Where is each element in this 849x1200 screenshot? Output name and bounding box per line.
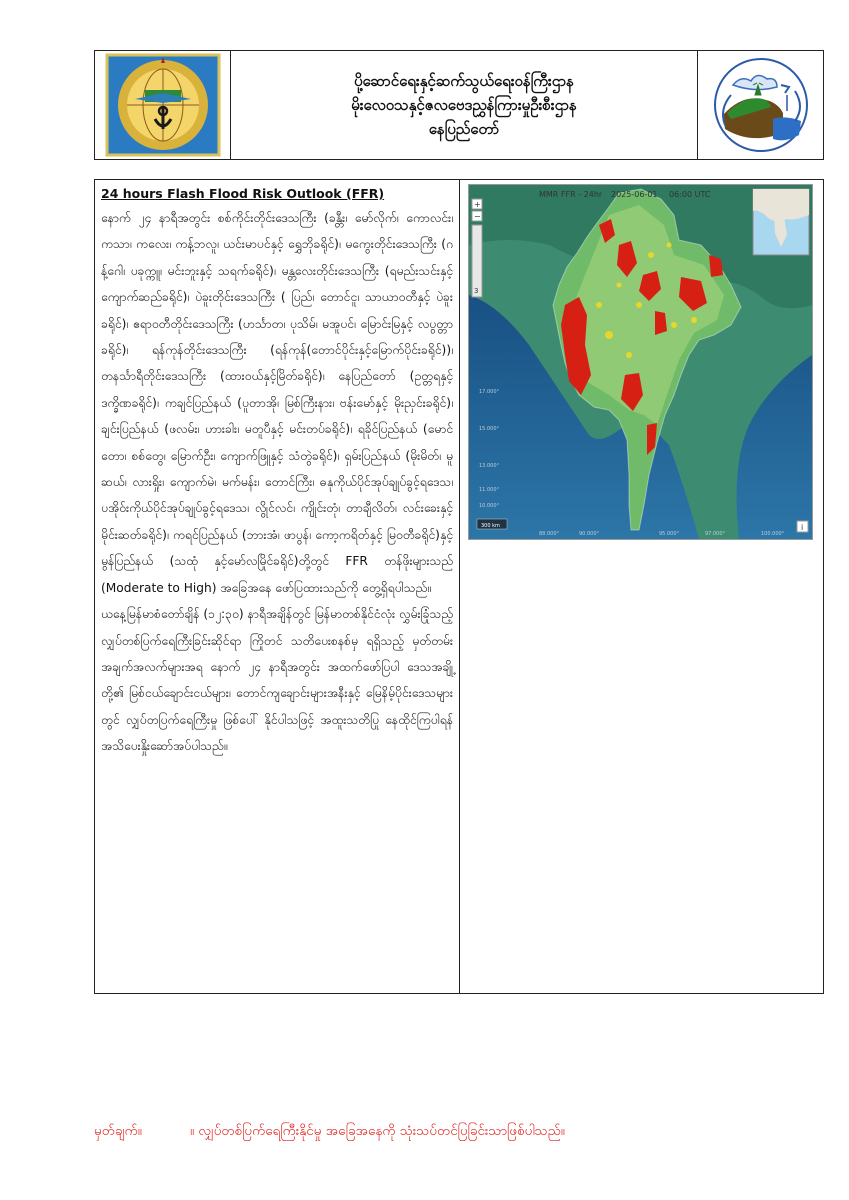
scale-label: 300 km (481, 523, 500, 529)
department-title (231, 51, 697, 159)
lat-label: 15.000° (479, 426, 499, 432)
map-date: 2025-06-01 (611, 190, 658, 199)
lon-label: 100.000° (761, 531, 785, 537)
report-body (94, 179, 824, 994)
lon-label: 97.000° (705, 531, 725, 537)
zoom-out-label: − (474, 212, 481, 221)
report-heading: 24 hours Flash Flood Risk Outlook (FFR) (101, 186, 385, 201)
map-column (460, 180, 823, 993)
lon-label: 95.000° (659, 531, 679, 537)
zoom-in-label: + (474, 200, 481, 209)
footer-label: မှတ်ချက်။ (94, 1123, 142, 1139)
ministry-emblem-icon (105, 53, 221, 157)
lat-label: 11.000° (479, 487, 499, 493)
footer-note (94, 1122, 834, 1142)
title-line-ministry: ပို့ဆောင်ရေးနှင့်ဆက်သွယ်ရေးဝန်ကြီးဌာန (354, 72, 574, 90)
footer-text: ။ လျှပ်တစ်ပြက်ရေကြီးနိုင်မှု အခြေအနေကို သုံးသပ်တင်ပြခြင်းသာဖြစ်ပါသည်။ (190, 1123, 565, 1139)
ffr-map[interactable] (468, 184, 813, 540)
title-line-location: နေပြည်တော် (428, 120, 500, 138)
lon-label: 88.000° (539, 531, 559, 537)
report-text-column (95, 180, 460, 993)
ministry-logo-cell (95, 51, 231, 159)
lon-label: 90.000° (579, 531, 599, 537)
map-caption: MMR FFR - 24hr (539, 190, 603, 199)
title-line-department: မိုးလေဝသနှင့်ဇလဗေဒညွှန်ကြားမှုဦးစီးဌာန (351, 96, 577, 114)
info-icon: i (801, 523, 804, 532)
dmh-logo-cell (697, 51, 823, 159)
warning-paragraph: ယနေ့မြန်မာစံတော်ချိန် (၁၂:၃၀) နာရီအချိန်တွင် မြန်မာတစ်နိုင်ငံလုံး လွှမ်းခြုံသည့် လျှပ်တစ်ပြက်ရေကြီးခြင်းဆိုင်ရာ ကြိုတင် သတိပေးစနစ်မှ ရရှိသည့် မှတ်တမ်းအချက်အလက်များအရ နောက် ၂၄ နာရီအတွင်း အထက်ဖော်ပြပါ ဒေသအချို့တို့၏ မြစ်ငယ်ချောင်းငယ်များ၊ တောင်ကျချောင်းများအနီးနှင့် မြေနိမ့်ပိုင်းဒေသများတွင် လျှပ်တပြက်ရေကြီးမှု ဖြစ်ပေါ် နိုင်ပါသဖြင့် အထူးသတိပြု နေထိုင်ကြပါရန် အသိပေးနှိုးဆော်အပ်ပါသည်။ (101, 607, 453, 754)
lat-label: 13.000° (479, 463, 499, 469)
hydrology-cycle-logo-icon (711, 55, 811, 155)
lat-label: 17.000° (479, 389, 499, 395)
forecast-districts-paragraph: နောက် ၂၄ နာရီအတွင်း စစ်ကိုင်းတိုင်းဒေသကြီး (ခန္တီး၊ မော်လိုက်၊ ကောလင်း၊ ကသာ၊ ကလေး၊ ကန့်ဘလူ၊ ယင်းမာပင်နှင့် ရွှေဘိုခရိုင်)၊ မကွေးတိုင်းဒေသကြီး (ဂန့်ဂေါ၊ ပခုက္ကူ၊ မင်းဘူးနှင့် သရက်ခရိုင်)၊ မန္တလေးတိုင်းဒေသကြီး (ရမည်းသင်းနှင့် ကျောက်ဆည်ခရိုင်)၊ ပဲခူးတိုင်းဒေသကြီး ( ပြည်၊ တောင်ငူ၊ သာယာဝတီနှင့် ပဲခူးခရိုင်)၊ ဧရာဝတီတိုင်းဒေသကြီး (ဟင်္သာတ၊ ပုသိမ်၊ မအူပင်၊ မြောင်းမြနှင့် လပွတ္တာခရိုင်)၊ ရန်ကုန်တိုင်းဒေသကြီး (ရန်ကုန်(တောင်ပိုင်းနှင့်မြောက်ပိုင်းခရိုင်))၊ တနင်္သာရီတိုင်းဒေသကြီး (ထားဝယ်နှင့်မြိတ်ခရိုင်)၊ နေပြည်တော် (ဥတ္တရနှင့် ဒက္ခိဏခရိုင်)၊ ကချင်ပြည်နယ် (ပူတာအို၊ မြစ်ကြီးနား၊ ဗန်းမော်နှင့် မိုးညှင်းခရိုင်)၊ ချင်းပြည်နယ် (ဖလမ်း၊ ဟားခါး၊ မတူပီနှင့် မင်းတပ်ခရိုင်)၊ ရခိုင်ပြည်နယ် (မောင်တော၊ စစ်တွေ၊ မြောက်ဦး၊ ကျောက်ဖြူနှင့် သံတွဲခရိုင်)၊ ရှမ်းပြည်နယ် (မိုးမိတ်၊ မူဆယ်၊ လားရှိုး၊ ကျောက်မဲ၊ မက်မန်း၊ တောင်ကြီး၊ ဓနုကိုယ်ပိုင်အုပ်ချုပ်ခွင့်ရဒေသ၊ ပအိုဝ်းကိုယ်ပိုင်အုပ်ချုပ်ခွင့်ရဒေသ၊ လွိုင်လင်၊ ကျိုင်းတုံ၊ တာချီလိတ်၊ လင်းခေးနှင့် မိုင်းဆတ်ခရိုင်)၊ ကရင်ပြည်နယ် (ဘားအံ၊ ဖာပွန်၊ ကော့ကရိတ်နှင့် မြဝတီခရိုင်)နှင့် မွန်ပြည်နယ် (သထုံ နှင့်မော်လမြိုင်ခရိုင်)တို့တွင် FFR တန်ဖိုးများသည် (Moderate to High) အခြေအနေ ဖော်ပြထားသည်ကို တွေ့ရှိရပါသည်။ (101, 211, 453, 595)
ffr-map-image (469, 185, 812, 539)
overview-inset-map[interactable] (753, 189, 809, 255)
layer-number: 3 (474, 287, 479, 295)
header-box (94, 50, 824, 160)
lat-label: 10.000° (479, 503, 499, 509)
map-time: 06:00 UTC (669, 190, 711, 199)
